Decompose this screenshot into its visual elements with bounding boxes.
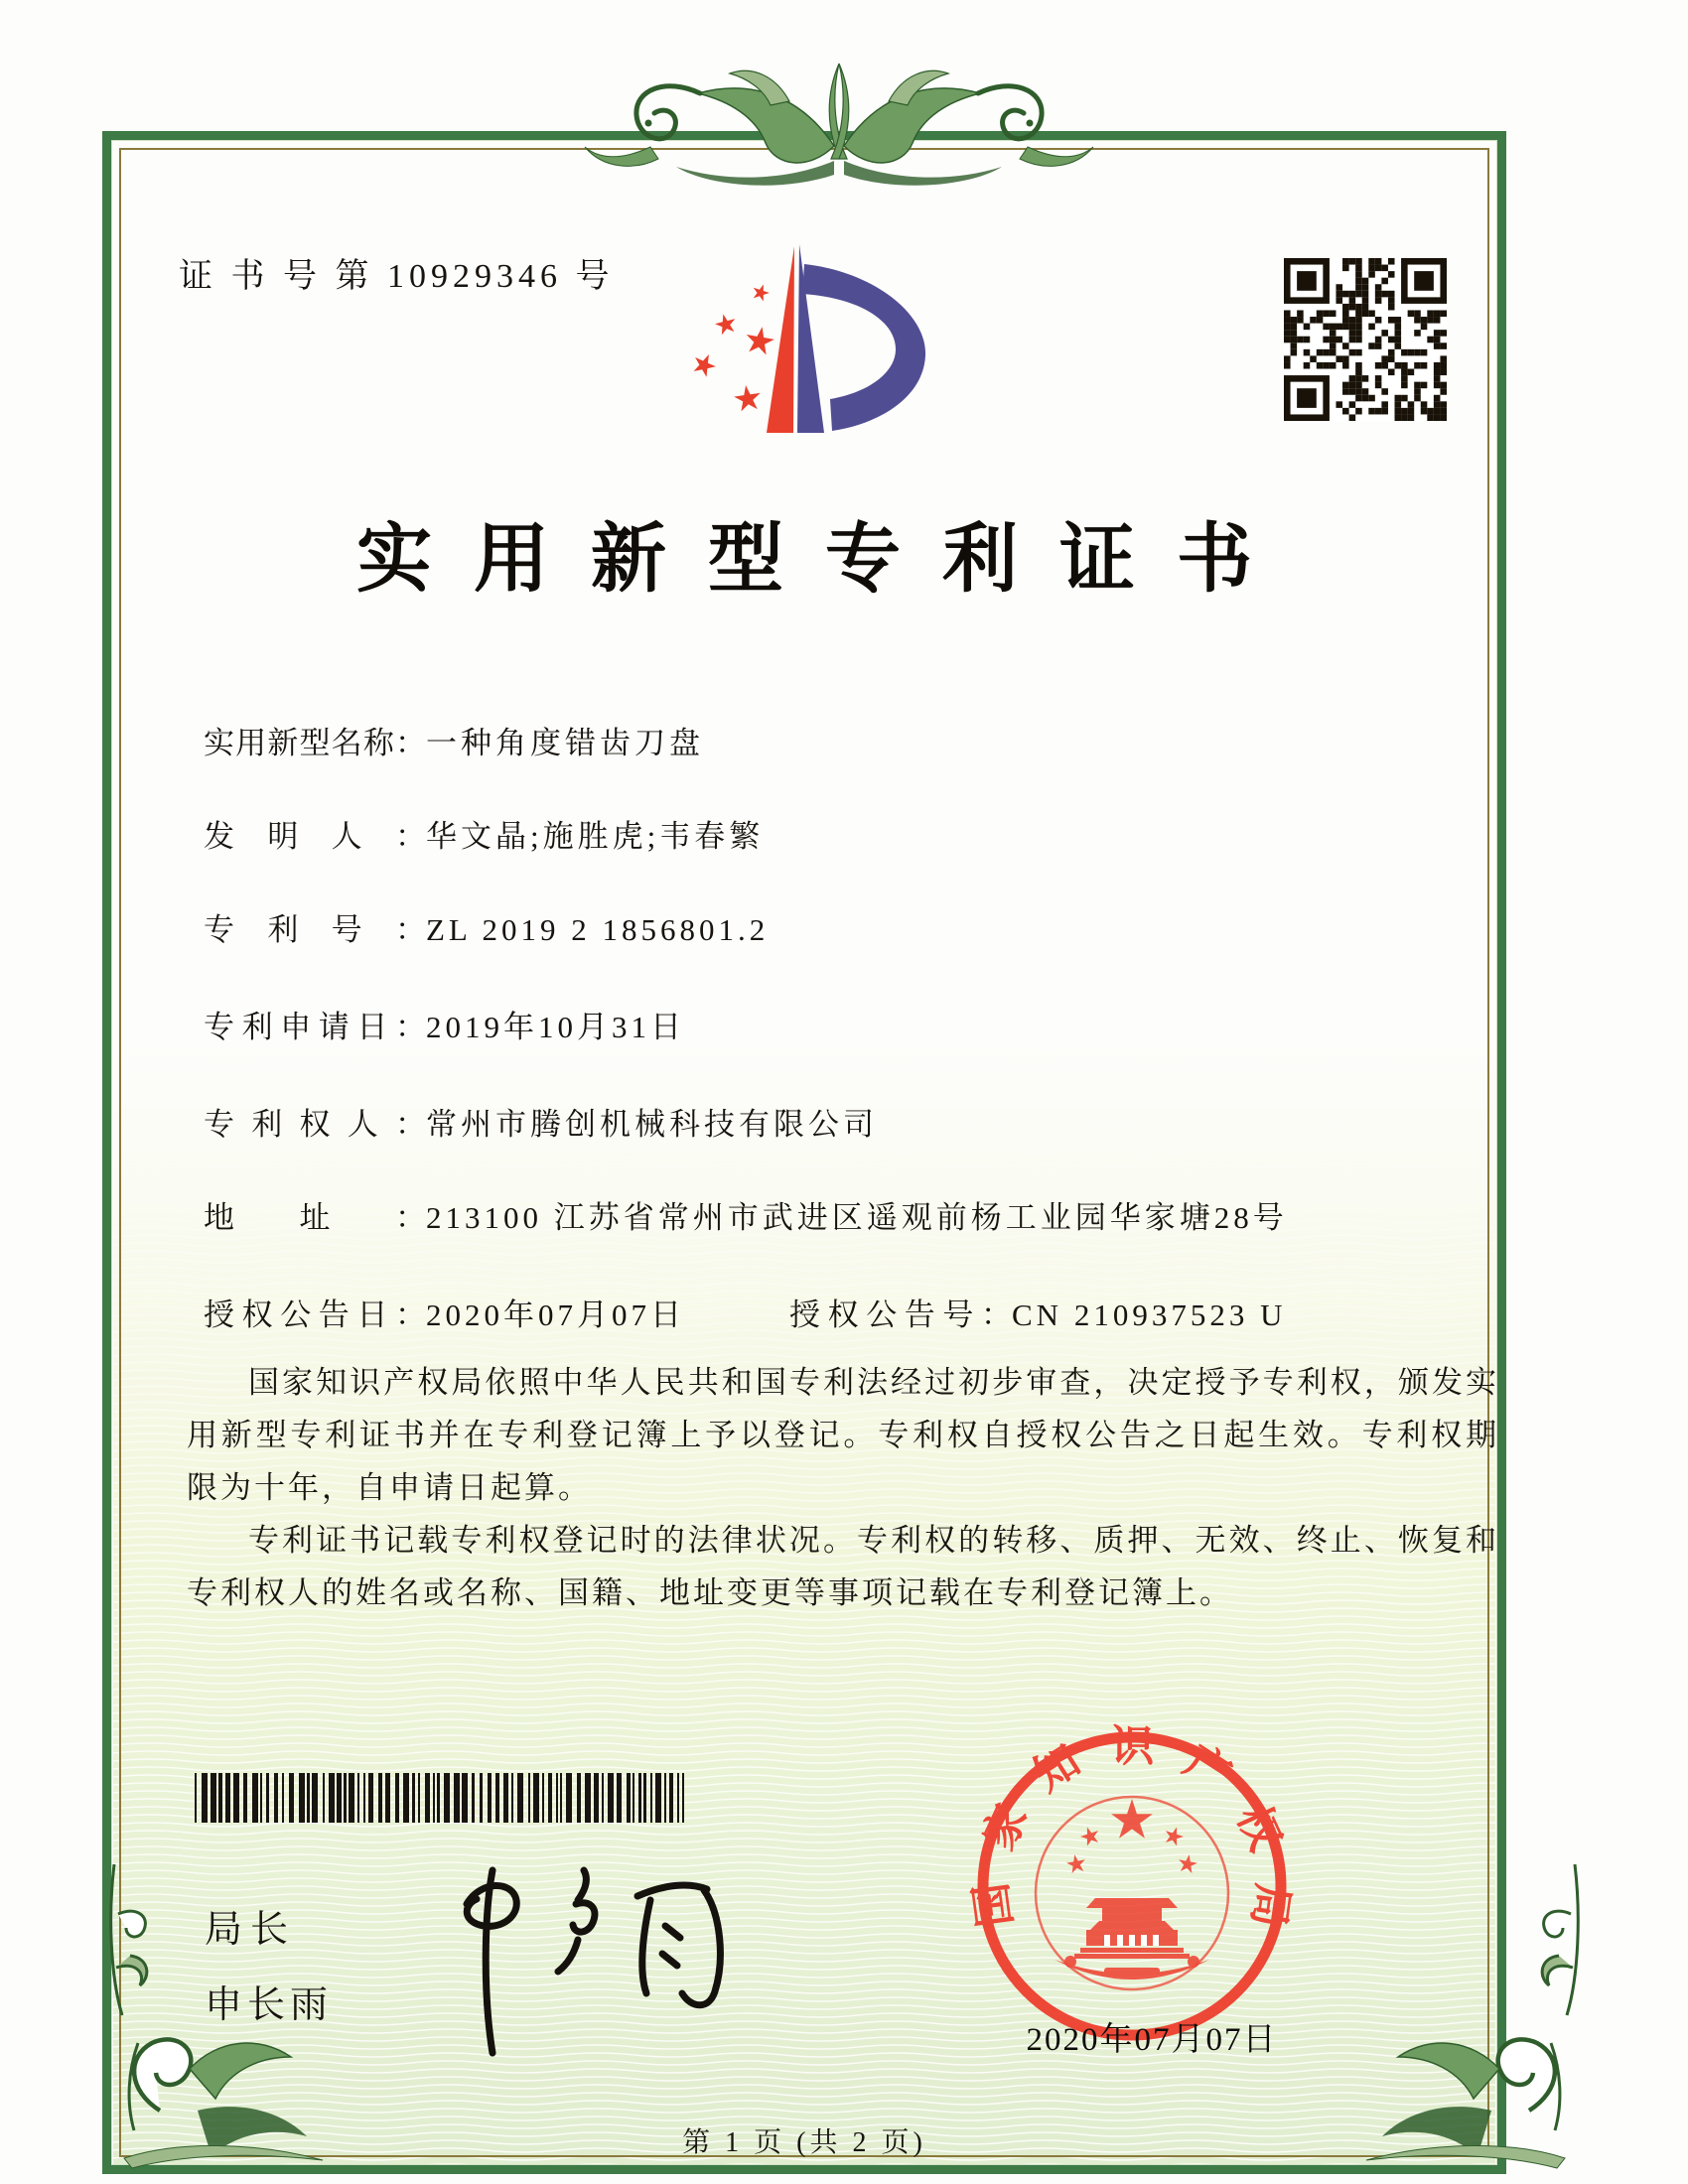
field-label: 发明人： bbox=[204, 819, 426, 854]
certificate-number: 证 书 号 第 10929346 号 bbox=[179, 258, 615, 295]
director-title: 局长 bbox=[205, 1909, 297, 1951]
legal-paragraph-1: 国家知识产权局依照中华人民共和国专利法经过初步审查，决定授予专利权，颁发实用新型专利证书并在专利登记簿上予以登记。专利权自授权公告之日起生效。专利权期限为十年，自申请日起算。 bbox=[187, 1365, 1499, 1505]
field-value: 213100 江苏省常州市武进区遥观前杨工业园华家塘28号 bbox=[426, 1200, 1288, 1235]
page-number: 第 1 页 (共 2 页) bbox=[682, 2127, 926, 2158]
seal-date: 2020年07月07日 bbox=[1026, 2022, 1278, 2058]
field-utility-model-name bbox=[204, 718, 704, 762]
field-patentee bbox=[204, 1099, 878, 1144]
field-label: 专利申请日： bbox=[204, 1010, 426, 1044]
field-value: ZL 2019 2 1856801.2 bbox=[426, 912, 770, 947]
field-address bbox=[204, 1192, 1288, 1237]
field-label: 授权公告号： bbox=[789, 1297, 1012, 1332]
field-value: 华文晶;施胜虎;韦春繁 bbox=[426, 819, 765, 854]
director-name: 申长雨 bbox=[205, 1984, 334, 2026]
field-value: CN 210937523 U bbox=[1012, 1297, 1287, 1332]
field-label: 专利权人： bbox=[204, 1107, 426, 1142]
field-label: 授权公告日： bbox=[204, 1297, 426, 1332]
legal-paragraph-2: 专利证书记载专利权登记时的法律状况。专利权的转移、质押、无效、终止、恢复和专利权人的姓名或名称、国籍、地址变更等事项记载在专利登记簿上。 bbox=[187, 1523, 1499, 1610]
field-label: 地址： bbox=[204, 1200, 426, 1235]
field-patent-number bbox=[204, 904, 769, 949]
field-value: 常州市腾创机械科技有限公司 bbox=[426, 1107, 878, 1142]
field-value: 2020年07月07日 bbox=[426, 1297, 685, 1332]
field-inventors bbox=[204, 811, 764, 856]
official-seal-icon bbox=[955, 1709, 1309, 2063]
flourish-ornament-icon bbox=[551, 52, 1127, 205]
certificate-title: 实用新型专利证书 bbox=[356, 518, 1294, 602]
qr-code-icon bbox=[1284, 258, 1447, 421]
director-signature-icon bbox=[427, 1843, 755, 2071]
legal-text bbox=[187, 1356, 1499, 1619]
field-filing-date bbox=[204, 1002, 685, 1046]
field-value: 2019年10月31日 bbox=[426, 1010, 685, 1044]
field-value: 一种角度错齿刀盘 bbox=[426, 726, 704, 760]
field-label: 专利号： bbox=[204, 912, 426, 947]
cnipa-patent-logo-icon bbox=[655, 234, 943, 441]
field-grant-number bbox=[789, 1290, 1286, 1334]
seal-text: 国家知识产权局 bbox=[966, 1721, 1298, 1931]
field-grant-date bbox=[204, 1290, 685, 1334]
barcode-icon bbox=[195, 1773, 713, 1823]
field-label: 实用新型名称： bbox=[204, 726, 426, 760]
